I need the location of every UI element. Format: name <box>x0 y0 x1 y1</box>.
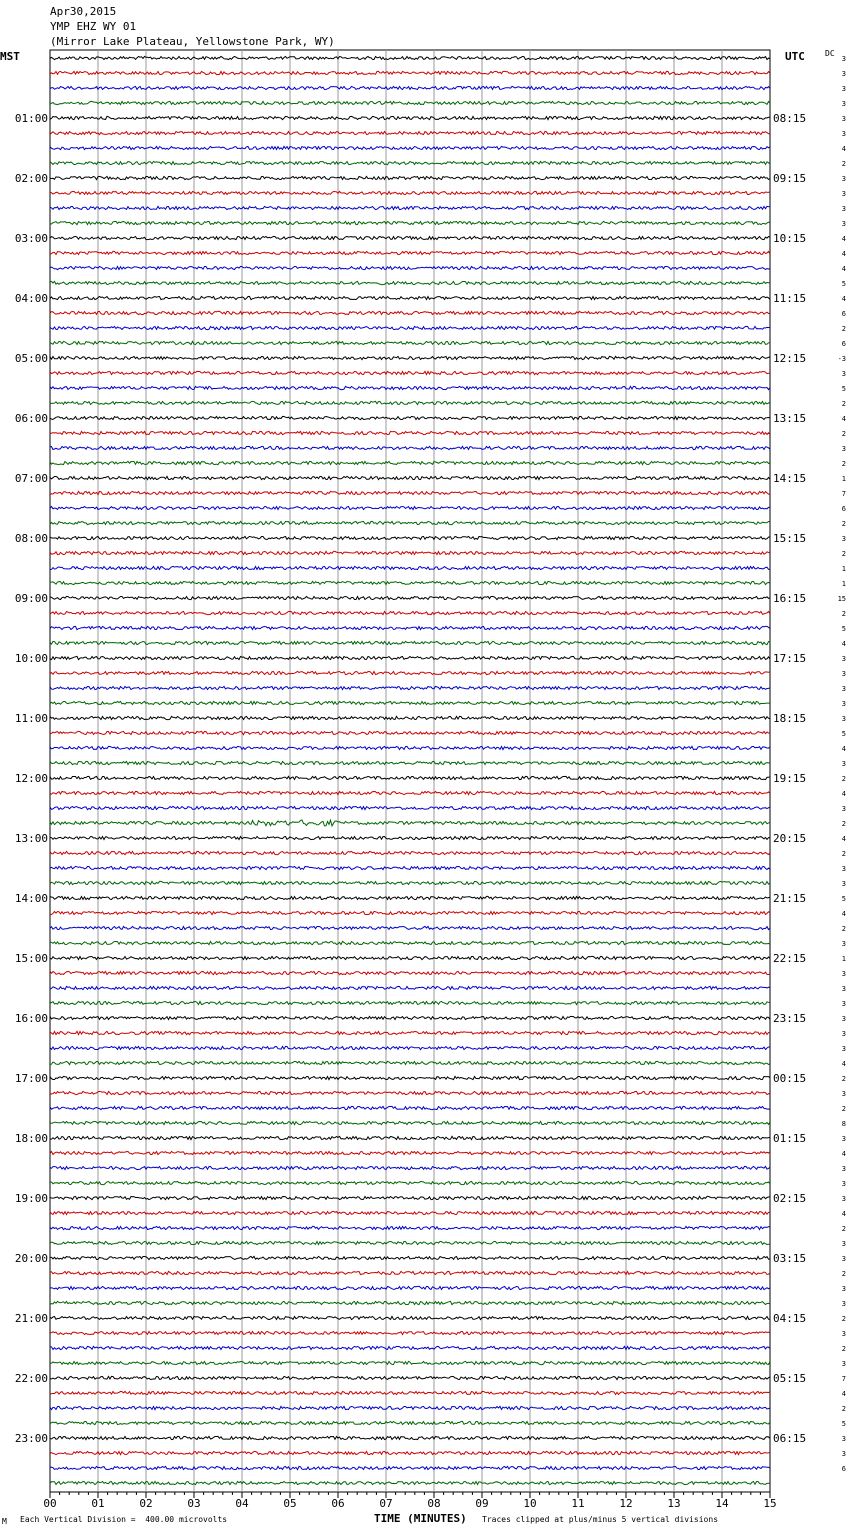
dc-offset-label: -3 <box>837 355 846 363</box>
dc-offset-label: 3 <box>841 85 846 93</box>
utc-hour-label: 23:15 <box>773 1012 807 1025</box>
dc-offset-label: 4 <box>841 640 846 648</box>
dc-offset-label: 4 <box>841 910 846 918</box>
trace-line <box>50 1391 770 1394</box>
trace-line <box>50 296 770 299</box>
dc-offset-label: 4 <box>841 1210 846 1218</box>
trace-line <box>50 791 770 794</box>
trace-line <box>50 446 770 449</box>
trace-line <box>50 656 770 659</box>
trace-line <box>50 776 770 779</box>
trace-line <box>50 551 770 554</box>
trace-line <box>50 356 770 359</box>
trace-line <box>50 820 770 826</box>
trace-line <box>50 716 770 719</box>
utc-hour-label: 12:15 <box>773 352 807 365</box>
dc-offset-label: 3 <box>841 940 846 948</box>
dc-offset-label: 3 <box>841 1045 846 1053</box>
trace-line <box>50 1211 770 1214</box>
dc-offset-label: 6 <box>841 340 846 348</box>
dc-offset-label: 2 <box>841 1270 846 1278</box>
trace-line <box>50 1331 770 1334</box>
trace-line <box>50 581 770 584</box>
trace-line <box>50 911 770 914</box>
trace-line <box>50 596 770 599</box>
trace-line <box>50 1181 770 1184</box>
trace-line <box>50 206 770 209</box>
trace-line <box>50 761 770 764</box>
mst-hour-label: 13:00 <box>14 832 48 845</box>
dc-offset-label: 4 <box>841 1150 846 1158</box>
mst-hour-label: 15:00 <box>14 952 48 965</box>
dc-offset-label: 2 <box>841 925 846 933</box>
dc-offset-label: 3 <box>841 1255 846 1263</box>
trace-line <box>50 1061 770 1064</box>
trace-line <box>50 101 770 104</box>
mst-hour-label: 16:00 <box>14 1012 48 1025</box>
dc-offset-label: 4 <box>841 415 846 423</box>
dc-offset-label: 4 <box>841 145 846 153</box>
dc-offset-label: 3 <box>841 130 846 138</box>
trace-line <box>50 131 770 134</box>
trace-line <box>50 671 770 674</box>
dc-offset-label: 3 <box>841 1000 846 1008</box>
dc-offset-label: 3 <box>841 205 846 213</box>
dc-offset-label: 3 <box>841 805 846 813</box>
utc-hour-label: 00:15 <box>773 1072 807 1085</box>
trace-line <box>50 1076 770 1079</box>
dc-offset-label: 3 <box>841 865 846 873</box>
utc-hour-label: 21:15 <box>773 892 807 905</box>
corner-mark: M <box>2 1517 7 1526</box>
trace-line <box>50 1166 770 1169</box>
trace-line <box>50 731 770 734</box>
trace-line <box>50 566 770 569</box>
dc-offset-label: 1 <box>841 955 846 963</box>
dc-offset-label: 3 <box>841 655 846 663</box>
trace-line <box>50 56 770 59</box>
dc-offset-label: 1 <box>841 565 846 573</box>
station-code: YMP EHZ WY 01 <box>50 20 137 33</box>
dc-offset-label: 2 <box>841 850 846 858</box>
trace-line <box>50 401 770 404</box>
mst-hour-label: 17:00 <box>14 1072 48 1085</box>
x-axis-title: TIME (MINUTES) <box>374 1512 467 1525</box>
utc-hour-label: 20:15 <box>773 832 807 845</box>
trace-line <box>50 1316 770 1319</box>
dc-offset-label: 3 <box>841 1165 846 1173</box>
trace-line <box>50 1151 770 1154</box>
mst-hour-label: 18:00 <box>14 1132 48 1145</box>
x-tick-label: 06 <box>331 1497 345 1510</box>
dc-offset-label: 3 <box>841 1435 846 1443</box>
dc-offset-label: 3 <box>841 1285 846 1293</box>
trace-line <box>50 146 770 149</box>
mst-hour-label: 02:00 <box>14 172 48 185</box>
x-tick-label: 10 <box>523 1497 537 1510</box>
trace-line <box>50 686 770 689</box>
dc-offset-label: 2 <box>841 550 846 558</box>
dc-offset-label: 2 <box>841 1405 846 1413</box>
dc-offset-label: 2 <box>841 1225 846 1233</box>
dc-offset-label: 5 <box>841 385 846 393</box>
dc-offset-label: 4 <box>841 265 846 273</box>
trace-line <box>50 326 770 329</box>
trace-line <box>50 986 770 989</box>
utc-hour-label: 17:15 <box>773 652 807 665</box>
mst-hour-label: 22:00 <box>14 1372 48 1385</box>
utc-hour-label: 01:15 <box>773 1132 807 1145</box>
trace-line <box>50 956 770 959</box>
trace-line <box>50 941 770 944</box>
utc-hour-label: 04:15 <box>773 1312 807 1325</box>
dc-offset-label: 3 <box>841 1180 846 1188</box>
mst-hour-label: 20:00 <box>14 1252 48 1265</box>
x-tick-label: 04 <box>235 1497 249 1510</box>
dc-offset-label: 4 <box>841 235 846 243</box>
utc-hour-label: 06:15 <box>773 1432 807 1445</box>
trace-line <box>50 341 770 344</box>
dc-offset-label: 3 <box>841 190 846 198</box>
trace-line <box>50 71 770 74</box>
dc-offset-label: 3 <box>841 880 846 888</box>
trace-line <box>50 1286 770 1289</box>
dc-offset-label: 2 <box>841 160 846 168</box>
utc-hour-label: 11:15 <box>773 292 807 305</box>
dc-offset-label: 2 <box>841 460 846 468</box>
trace-line <box>50 1136 770 1139</box>
x-tick-label: 13 <box>667 1497 681 1510</box>
trace-line <box>50 1196 770 1199</box>
dc-offset-label: 3 <box>841 1015 846 1023</box>
utc-hour-label: 18:15 <box>773 712 807 725</box>
utc-hour-label: 19:15 <box>773 772 807 785</box>
dc-offset-label: 5 <box>841 730 846 738</box>
dc-offset-label: 3 <box>841 1240 846 1248</box>
dc-offset-label: 7 <box>841 490 846 498</box>
dc-offset-label: 4 <box>841 295 846 303</box>
trace-line <box>50 806 770 809</box>
trace-line <box>50 881 770 884</box>
mst-hour-label: 01:00 <box>14 112 48 125</box>
dc-offset-label: 3 <box>841 970 846 978</box>
dc-offset-label: 2 <box>841 520 846 528</box>
dc-offset-label: 3 <box>841 1030 846 1038</box>
trace-line <box>50 431 770 434</box>
dc-offset-label: 3 <box>841 115 846 123</box>
dc-offset-label: 7 <box>841 1375 846 1383</box>
utc-hour-label: 02:15 <box>773 1192 807 1205</box>
dc-offset-label: 3 <box>841 760 846 768</box>
trace-line <box>50 86 770 89</box>
trace-line <box>50 236 770 239</box>
trace-line <box>50 1406 770 1409</box>
dc-offset-label: 3 <box>841 175 846 183</box>
trace-line <box>50 746 770 749</box>
dc-offset-label: 5 <box>841 895 846 903</box>
mst-hour-label: 08:00 <box>14 532 48 545</box>
dc-offset-label: 6 <box>841 310 846 318</box>
trace-line <box>50 311 770 314</box>
trace-line <box>50 1121 770 1124</box>
mst-hour-label: 07:00 <box>14 472 48 485</box>
station-location: (Mirror Lake Plateau, Yellowstone Park, WY) <box>50 35 335 48</box>
trace-line <box>50 191 770 194</box>
trace-line <box>50 176 770 179</box>
utc-hour-label: 22:15 <box>773 952 807 965</box>
trace-line <box>50 1346 770 1349</box>
mst-hour-label: 19:00 <box>14 1192 48 1205</box>
dc-offset-label: 2 <box>841 400 846 408</box>
x-tick-label: 03 <box>187 1497 201 1510</box>
dc-offset-label: 3 <box>841 445 846 453</box>
x-tick-label: 12 <box>619 1497 633 1510</box>
clip-note: Traces clipped at plus/minus 5 vertical divisions <box>482 1515 719 1524</box>
trace-line <box>50 371 770 374</box>
plot-date: Apr30,2015 <box>50 5 117 18</box>
trace-line <box>50 1241 770 1244</box>
dc-offset-label: 2 <box>841 430 846 438</box>
x-tick-label: 00 <box>43 1497 57 1510</box>
trace-line <box>50 1226 770 1229</box>
trace-line <box>50 1466 770 1469</box>
trace-line <box>50 1106 770 1109</box>
dc-offset-label: 2 <box>841 1315 846 1323</box>
trace-line <box>50 641 770 644</box>
dc-offset-label: 3 <box>841 670 846 678</box>
trace-line <box>50 1376 770 1379</box>
dc-offset-label: 4 <box>841 250 846 258</box>
dc-offset-label: 5 <box>841 625 846 633</box>
trace-line <box>50 161 770 164</box>
dc-offset-label: 4 <box>841 1390 846 1398</box>
trace-line <box>50 1361 770 1364</box>
utc-hour-label: 09:15 <box>773 172 807 185</box>
trace-line <box>50 866 770 869</box>
trace-line <box>50 1046 770 1049</box>
dc-offset-label: 3 <box>841 55 846 63</box>
dc-offset-label: 15 <box>837 595 846 603</box>
dc-offset-label: 2 <box>841 820 846 828</box>
dc-offset-label: 3 <box>841 220 846 228</box>
dc-offset-label: 2 <box>841 775 846 783</box>
mst-hour-label: 10:00 <box>14 652 48 665</box>
dc-offset-label: 3 <box>841 370 846 378</box>
trace-line <box>50 251 770 254</box>
trace-line <box>50 1091 770 1094</box>
trace-line <box>50 701 770 704</box>
trace-line <box>50 1436 770 1439</box>
utc-hour-label: 08:15 <box>773 112 807 125</box>
trace-line <box>50 1271 770 1274</box>
dc-offset-label: 6 <box>841 1465 846 1473</box>
mst-hour-label: 04:00 <box>14 292 48 305</box>
trace-line <box>50 1001 770 1004</box>
dc-caption: DC <box>825 49 835 58</box>
mst-hour-label: 06:00 <box>14 412 48 425</box>
mst-hour-label: 21:00 <box>14 1312 48 1325</box>
trace-line <box>50 476 770 479</box>
utc-hour-label: 10:15 <box>773 232 807 245</box>
dc-offset-label: 2 <box>841 325 846 333</box>
trace-line <box>50 416 770 419</box>
utc-hour-label: 16:15 <box>773 592 807 605</box>
trace-line <box>50 926 770 929</box>
dc-offset-label: 3 <box>841 700 846 708</box>
dc-offset-label: 5 <box>841 1420 846 1428</box>
trace-line <box>50 281 770 284</box>
trace-line <box>50 1451 770 1454</box>
dc-offset-label: 3 <box>841 1135 846 1143</box>
trace-line <box>50 611 770 614</box>
dc-offset-label: 3 <box>841 1360 846 1368</box>
x-tick-label: 08 <box>427 1497 441 1510</box>
trace-line <box>50 386 770 389</box>
x-tick-label: 14 <box>715 1497 729 1510</box>
dc-offset-label: 2 <box>841 1075 846 1083</box>
dc-offset-label: 5 <box>841 280 846 288</box>
dc-offset-label: 3 <box>841 100 846 108</box>
trace-line <box>50 1031 770 1034</box>
trace-line <box>50 1301 770 1304</box>
trace-line <box>50 521 770 524</box>
trace-line <box>50 221 770 224</box>
trace-line <box>50 626 770 629</box>
utc-hour-label: 03:15 <box>773 1252 807 1265</box>
trace-line <box>50 1256 770 1259</box>
dc-offset-label: 3 <box>841 715 846 723</box>
dc-offset-label: 2 <box>841 610 846 618</box>
trace-line <box>50 971 770 974</box>
mst-hour-label: 23:00 <box>14 1432 48 1445</box>
dc-offset-label: 2 <box>841 1105 846 1113</box>
dc-offset-label: 3 <box>841 1195 846 1203</box>
dc-offset-label: 3 <box>841 985 846 993</box>
dc-offset-label: 4 <box>841 745 846 753</box>
x-tick-label: 11 <box>571 1497 585 1510</box>
dc-offset-label: 3 <box>841 1090 846 1098</box>
trace-line <box>50 506 770 509</box>
trace-line <box>50 1481 770 1484</box>
trace-line <box>50 461 770 464</box>
x-tick-label: 01 <box>91 1497 105 1510</box>
trace-line <box>50 536 770 539</box>
dc-offset-label: 3 <box>841 1330 846 1338</box>
mst-hour-label: 11:00 <box>14 712 48 725</box>
dc-offset-label: 4 <box>841 1060 846 1068</box>
mst-hour-label: 12:00 <box>14 772 48 785</box>
mst-hour-label: 05:00 <box>14 352 48 365</box>
dc-offset-label: 1 <box>841 580 846 588</box>
utc-hour-label: 05:15 <box>773 1372 807 1385</box>
mst-hour-label: 03:00 <box>14 232 48 245</box>
dc-offset-label: 4 <box>841 790 846 798</box>
trace-line <box>50 1421 770 1424</box>
mst-hour-label: 14:00 <box>14 892 48 905</box>
dc-offset-label: 3 <box>841 1300 846 1308</box>
x-tick-label: 09 <box>475 1497 489 1510</box>
dc-offset-label: 3 <box>841 70 846 78</box>
trace-line <box>50 1016 770 1019</box>
x-tick-label: 07 <box>379 1497 393 1510</box>
dc-offset-label: 3 <box>841 1450 846 1458</box>
utc-hour-label: 15:15 <box>773 532 807 545</box>
dc-offset-label: 8 <box>841 1120 846 1128</box>
x-tick-label: 02 <box>139 1497 153 1510</box>
trace-line <box>50 896 770 899</box>
dc-offset-label: 3 <box>841 535 846 543</box>
mst-hour-label: 09:00 <box>14 592 48 605</box>
dc-offset-label: 4 <box>841 835 846 843</box>
left-axis-caption: MST <box>0 50 20 63</box>
right-axis-caption: UTC <box>785 50 805 63</box>
utc-hour-label: 14:15 <box>773 472 807 485</box>
trace-line <box>50 491 770 494</box>
dc-offset-label: 6 <box>841 505 846 513</box>
trace-line <box>50 851 770 854</box>
dc-offset-label: 1 <box>841 475 846 483</box>
trace-line <box>50 266 770 269</box>
dc-offset-label: 2 <box>841 1345 846 1353</box>
trace-line <box>50 116 770 119</box>
x-tick-label: 15 <box>763 1497 777 1510</box>
trace-line <box>50 836 770 839</box>
dc-offset-label: 3 <box>841 685 846 693</box>
utc-hour-label: 13:15 <box>773 412 807 425</box>
scale-note: Each Vertical Division = 400.00 microvolts <box>20 1515 228 1524</box>
x-tick-label: 05 <box>283 1497 297 1510</box>
